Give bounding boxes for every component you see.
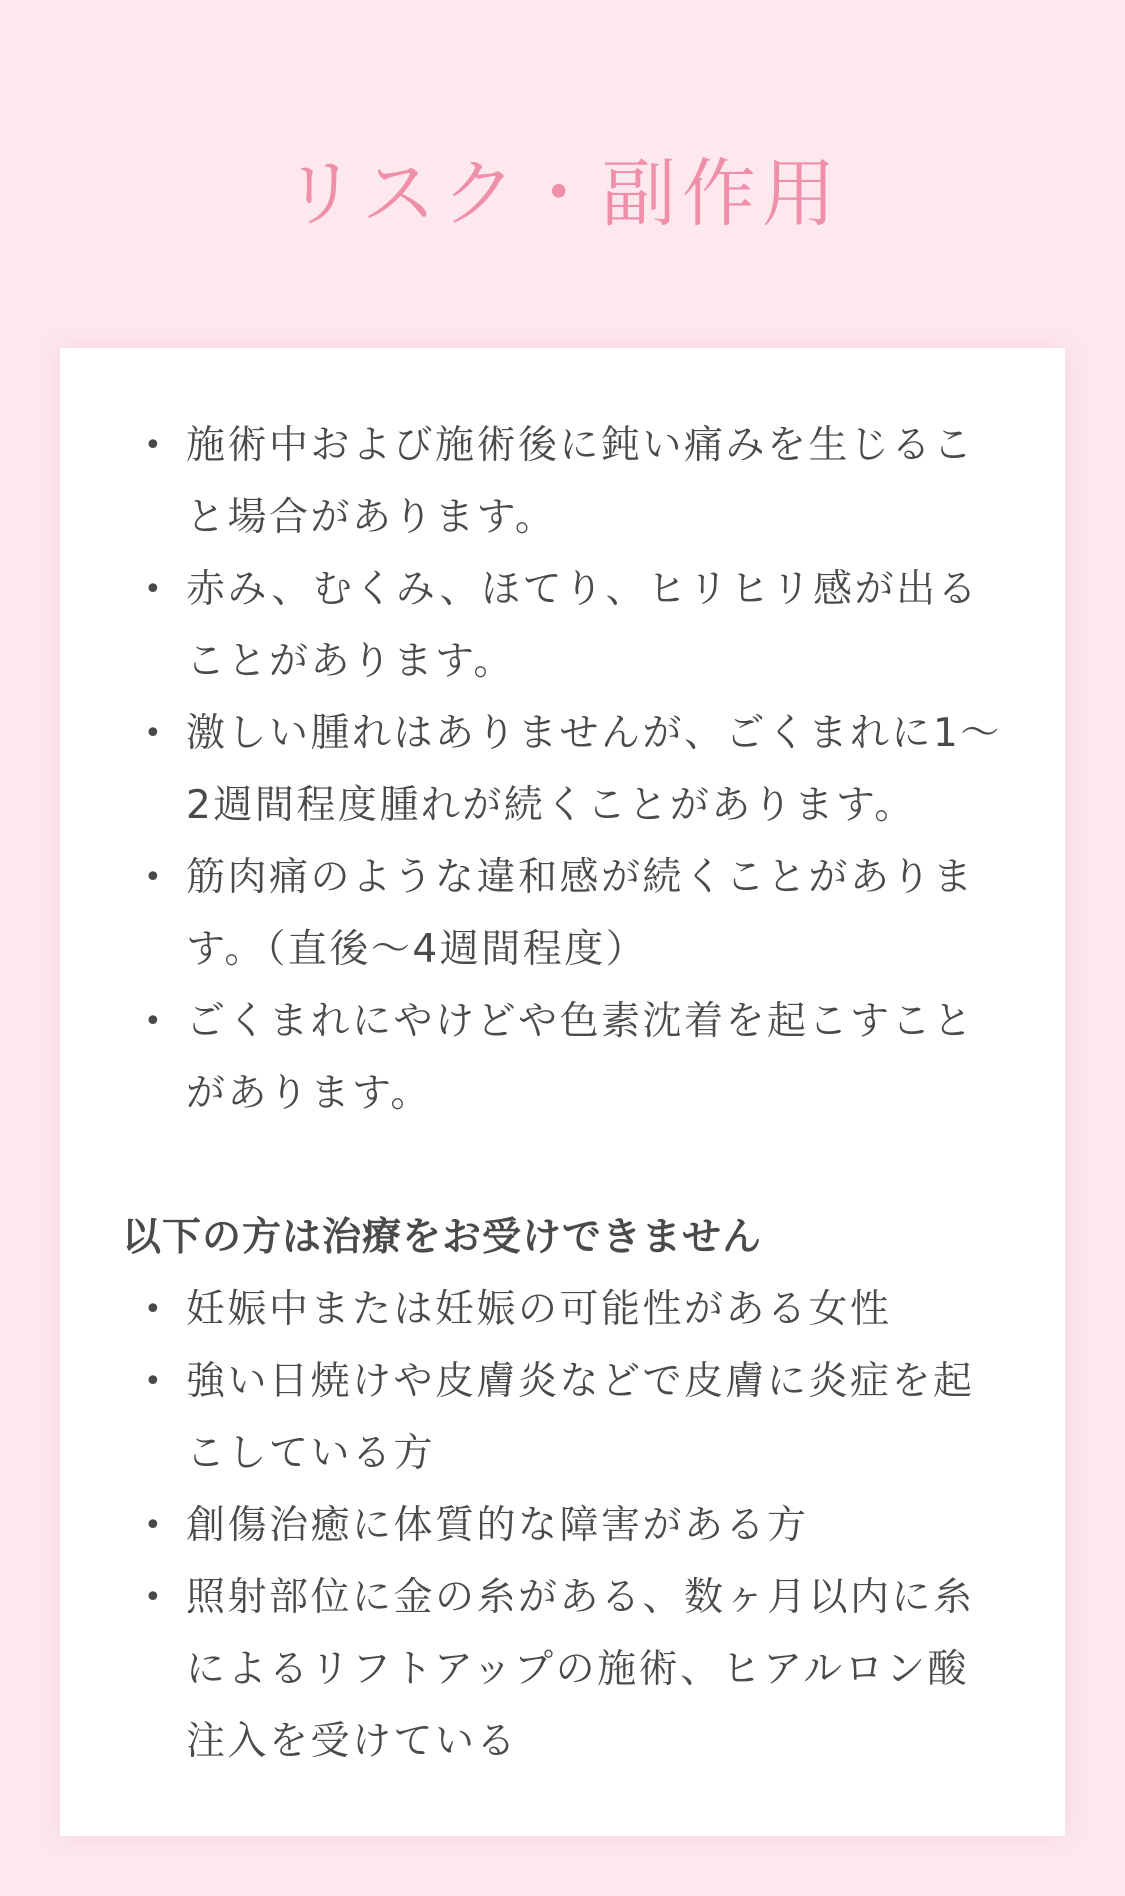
list-item [122,410,1005,554]
bullet-icon: • [144,860,165,895]
risk-list [122,410,1005,1130]
bullet-icon: • [144,572,165,607]
contraindications-heading: 以下の方は治療をお受けできません [122,1215,763,1260]
contraindications-list [122,1274,1005,1778]
list-item-text: 照射部位に金の糸がある、数ヶ月以内に糸によるリフトアップの施術、ヒアルロン酸注入を受けている [186,1575,975,1764]
list-item [122,698,1005,842]
risk-card [60,348,1065,1836]
bullet-icon: • [144,1580,165,1615]
list-item [122,842,1005,986]
list-item [122,1562,1005,1778]
bullet-icon: • [144,1364,165,1399]
bullet-icon: • [144,428,165,463]
list-item [122,554,1005,698]
list-item [122,1274,1005,1346]
list-item-text: 創傷治癒に体質的な障害がある方 [186,1503,809,1548]
list-item-text: 筋肉痛のような違和感が続くことがあります。（直後〜4週間程度） [186,855,975,972]
page-title: リスク・副作用 [283,151,842,237]
list-item-text: 妊娠中または妊娠の可能性がある女性 [186,1287,892,1332]
list-item-text: 激しい腫れはありませんが、ごくまれに1〜2週間程度腫れが続くことがあります。 [186,711,1002,828]
list-item [122,1490,1005,1562]
bullet-icon: • [144,1292,165,1327]
list-item-text: 施術中および施術後に鈍い痛みを生じること場合があります。 [186,423,975,540]
bullet-icon: • [144,1508,165,1543]
list-item-text: 赤み、むくみ、ほてり、ヒリヒリ感が出ることがあります。 [186,567,980,684]
list-item-text: 強い日焼けや皮膚炎などで皮膚に炎症を起こしている方 [186,1359,975,1476]
bullet-icon: • [144,716,165,751]
list-item [122,986,1005,1130]
list-item-text: ごくまれにやけどや色素沈着を起こすことがあります。 [186,999,975,1116]
list-item [122,1346,1005,1490]
bullet-icon: • [144,1004,165,1039]
